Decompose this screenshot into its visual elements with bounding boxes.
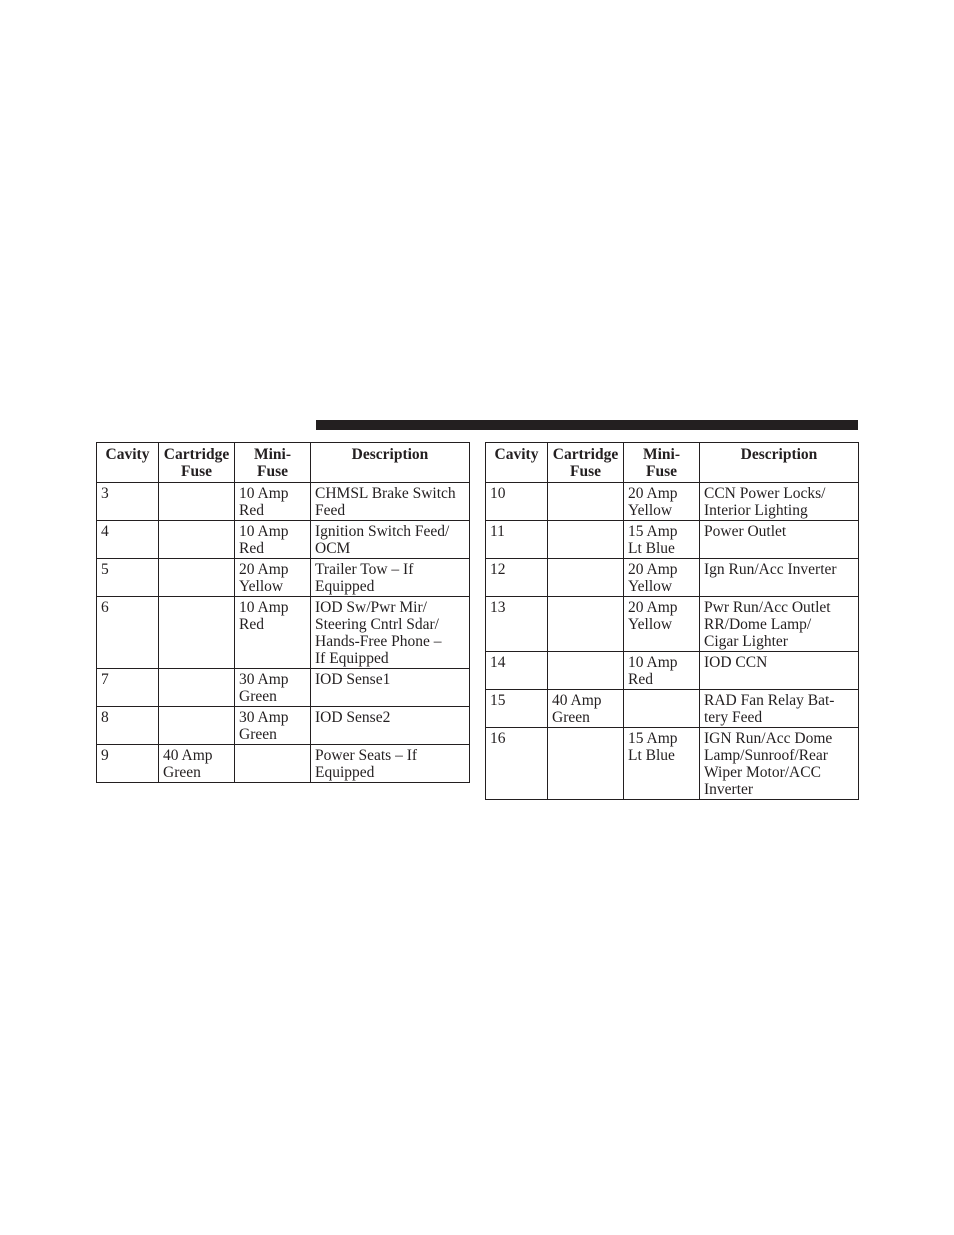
description-cell: CHMSL Brake Switch Feed <box>311 483 470 521</box>
cavity-cell: 11 <box>486 521 548 559</box>
mini-fuse-cell <box>235 745 311 783</box>
mini-fuse-cell: 10 Amp Red <box>624 652 700 690</box>
cavity-cell: 15 <box>486 690 548 728</box>
table-body <box>486 483 859 800</box>
cartridge-fuse-cell <box>159 483 235 521</box>
mini-fuse-cell: 20 Amp Yellow <box>624 483 700 521</box>
mini-fuse-cell: 10 Amp Red <box>235 483 311 521</box>
cavity-cell: 5 <box>97 559 159 597</box>
table-row <box>486 690 859 728</box>
cavity-cell: 9 <box>97 745 159 783</box>
cavity-cell: 13 <box>486 597 548 652</box>
cavity-cell: 4 <box>97 521 159 559</box>
description-cell: IOD Sense1 <box>311 669 470 707</box>
mini-fuse-cell: 15 Amp Lt Blue <box>624 521 700 559</box>
section-header-bar <box>316 420 858 430</box>
table-header <box>97 443 470 483</box>
mini-fuse-cell: 20 Amp Yellow <box>624 597 700 652</box>
cavity-cell: 7 <box>97 669 159 707</box>
cartridge-fuse-cell: 40 Amp Green <box>548 690 624 728</box>
fuse-table-right <box>485 442 859 800</box>
table-row <box>97 483 470 521</box>
table-row <box>97 669 470 707</box>
table-row <box>486 597 859 652</box>
cartridge-fuse-cell <box>159 559 235 597</box>
cavity-cell: 12 <box>486 559 548 597</box>
description-cell: IGN Run/Acc Dome Lamp/Sunroof/Rear Wiper Motor/ACC Inverter <box>700 728 859 800</box>
cartridge-fuse-cell <box>159 597 235 669</box>
table-row <box>486 728 859 800</box>
mini-fuse-cell: 30 Amp Green <box>235 707 311 745</box>
cartridge-fuse-cell: 40 Amp Green <box>159 745 235 783</box>
cavity-cell: 16 <box>486 728 548 800</box>
cavity-cell: 10 <box>486 483 548 521</box>
description-cell: Power Outlet <box>700 521 859 559</box>
description-cell: CCN Power Locks/ Interior Lighting <box>700 483 859 521</box>
table-row <box>97 559 470 597</box>
mini-fuse-cell: 20 Amp Yellow <box>624 559 700 597</box>
header-mini-fuse: Mini- Fuse <box>235 443 311 483</box>
cavity-cell: 14 <box>486 652 548 690</box>
cavity-cell: 3 <box>97 483 159 521</box>
description-cell: IOD Sw/Pwr Mir/ Steering Cntrl Sdar/ Hands-Free Phone – If Equipped <box>311 597 470 669</box>
mini-fuse-cell: 20 Amp Yellow <box>235 559 311 597</box>
header-cartridge-fuse: Cartridge Fuse <box>159 443 235 483</box>
cartridge-fuse-cell <box>548 521 624 559</box>
cartridge-fuse-cell <box>159 669 235 707</box>
mini-fuse-cell: 10 Amp Red <box>235 521 311 559</box>
cartridge-fuse-cell <box>548 728 624 800</box>
description-cell: RAD Fan Relay Bat- tery Feed <box>700 690 859 728</box>
description-cell: IOD CCN <box>700 652 859 690</box>
cartridge-fuse-cell <box>548 597 624 652</box>
header-cartridge-fuse: Cartridge Fuse <box>548 443 624 483</box>
cartridge-fuse-cell <box>548 483 624 521</box>
header-description: Description <box>700 443 859 483</box>
header-mini-fuse: Mini- Fuse <box>624 443 700 483</box>
table-row <box>97 597 470 669</box>
description-cell: Ign Run/Acc Inverter <box>700 559 859 597</box>
description-cell: Trailer Tow – If Equipped <box>311 559 470 597</box>
table-row <box>486 483 859 521</box>
table-row <box>97 521 470 559</box>
table-body <box>97 483 470 783</box>
cavity-cell: 8 <box>97 707 159 745</box>
table-row <box>486 559 859 597</box>
fuse-table-left <box>96 442 470 783</box>
header-cavity: Cavity <box>486 443 548 483</box>
description-cell: Ignition Switch Feed/ OCM <box>311 521 470 559</box>
cavity-cell: 6 <box>97 597 159 669</box>
header-description: Description <box>311 443 470 483</box>
description-cell: IOD Sense2 <box>311 707 470 745</box>
header-cavity: Cavity <box>97 443 159 483</box>
table-row <box>97 707 470 745</box>
mini-fuse-cell: 15 Amp Lt Blue <box>624 728 700 800</box>
cartridge-fuse-cell <box>548 652 624 690</box>
table-row <box>486 652 859 690</box>
description-cell: Power Seats – If Equipped <box>311 745 470 783</box>
table-row <box>97 745 470 783</box>
table-header <box>486 443 859 483</box>
description-cell: Pwr Run/Acc Outlet RR/Dome Lamp/ Cigar Lighter <box>700 597 859 652</box>
table-row <box>486 521 859 559</box>
mini-fuse-cell <box>624 690 700 728</box>
cartridge-fuse-cell <box>159 521 235 559</box>
mini-fuse-cell: 10 Amp Red <box>235 597 311 669</box>
cartridge-fuse-cell <box>548 559 624 597</box>
cartridge-fuse-cell <box>159 707 235 745</box>
mini-fuse-cell: 30 Amp Green <box>235 669 311 707</box>
